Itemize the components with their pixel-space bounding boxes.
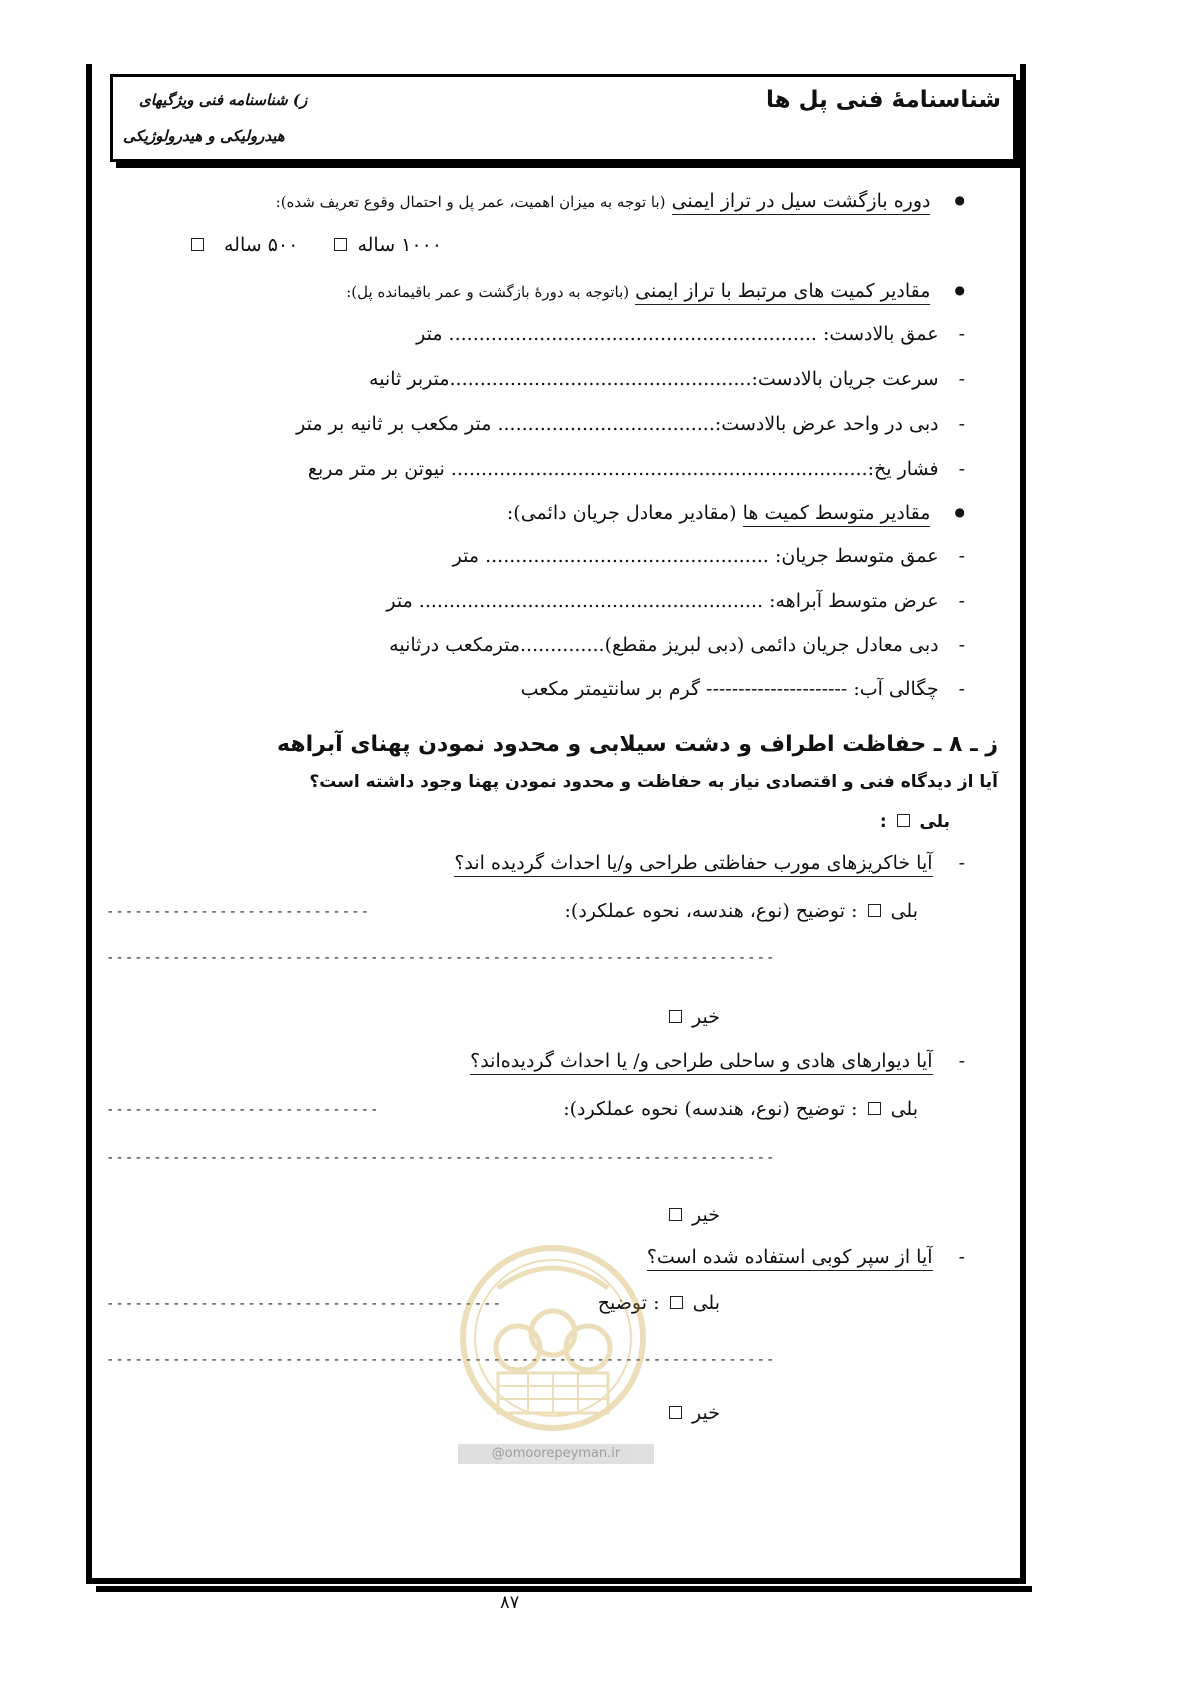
average-quantities-line [507, 502, 965, 524]
question-2-answer-dashes-2: ----------------------------------------------------------------------- [106, 1150, 776, 1166]
question-1-no-checkbox[interactable] [669, 1010, 682, 1023]
header-title: شناسنامهٔ فنی پل ها [766, 87, 1001, 113]
question-1-no-label: خیر [692, 1006, 720, 1028]
section-heading: ز ـ ۸ ـ حفاظت اطراف و دشت سیلابی و محدود نمودن پهنای آبراهه [277, 732, 998, 757]
question-2-no-label: خیر [692, 1204, 720, 1226]
question-1-explain: : توضیح (نوع، هندسه، نحوه عملکرد): [564, 900, 858, 922]
safety-quantities-note: (باتوجه به دورهٔ بازگشت و عمر باقیمانده پل): [346, 283, 630, 301]
question-2-no-line [665, 1204, 720, 1226]
page-number: ۸۷ [500, 1592, 520, 1613]
upstream-velocity-line: - سرعت جریان بالادست:..................................................متربر ثانیه [369, 368, 965, 390]
option-500-checkbox[interactable] [191, 238, 204, 251]
question-1-yes-line [565, 900, 919, 922]
question-3-yes-checkbox[interactable] [670, 1296, 683, 1309]
question-1-answer-dashes-2: ----------------------------------------------------------------------- [106, 950, 776, 966]
question-3-explain: : توضیح [597, 1292, 660, 1314]
question-3-no-checkbox[interactable] [669, 1406, 682, 1419]
option-1000-checkbox[interactable] [334, 238, 347, 251]
avg-width-line: - عرض متوسط آبراهه: ......................................................... متر [386, 590, 965, 612]
question-3-answer-dashes-2: ----------------------------------------------------------------------- [106, 1352, 776, 1368]
average-quantities-note: (مقادیر معادل جریان دائمی): [506, 502, 737, 524]
safety-quantities-line [346, 280, 965, 302]
question-2-text: آیا دیوارهای هادی و ساحلی طراحی و/ یا احداث گردیده‌اند؟ [470, 1050, 932, 1075]
flood-return-note: (با توجه به میزان اهمیت، عمر پل و احتمال وقوع تعریف شده): [275, 193, 666, 211]
safety-quantities-label: مقادیر کمیت های مرتبط با تراز ایمنی [635, 280, 930, 305]
equiv-discharge-line: - دبی معادل جریان دائمی (دبی لبریز مقطع)..............مترمکعب درثانیه [389, 634, 965, 656]
question-3-line [647, 1246, 965, 1268]
upstream-depth-line: - عمق بالادست: ............................................................. متر [416, 323, 965, 345]
avg-depth-line: - عمق متوسط جریان: ............................................... متر [453, 545, 965, 567]
section-yes-checkbox[interactable] [897, 814, 910, 827]
header-subtitle-line1: ز) شناسنامه فنی ویژگیهای [139, 91, 308, 109]
section-yes-suffix: : [879, 812, 887, 832]
header-subtitle-line2: هیدرولیکی و هیدرولوژیکی [123, 127, 285, 145]
watermark-text: @omoorepeyman.ir [458, 1444, 654, 1464]
question-2-no-checkbox[interactable] [669, 1208, 682, 1221]
question-1-answer-dashes-1: ---------------------------- [106, 904, 371, 920]
question-1-no-line [665, 1006, 720, 1028]
section-yes-label: بلی [919, 812, 950, 832]
flood-return-label: دوره بازگشت سیل در تراز ایمنی [672, 190, 931, 215]
question-3-text: آیا از سپر کوبی استفاده شده است؟ [647, 1246, 933, 1271]
water-density-line: - چگالی آب: ---------------------- گرم بر سانتیمتر مکعب [521, 678, 965, 700]
question-1-text: آیا خاکریزهای مورب حفاظتی طراحی و/یا احداث گردیده اند؟ [454, 852, 932, 877]
question-2-yes-checkbox[interactable] [868, 1102, 881, 1115]
question-3-no-line [665, 1402, 720, 1424]
question-1-yes-checkbox[interactable] [868, 904, 881, 917]
question-2-answer-dashes-1: ----------------------------- [106, 1102, 380, 1118]
question-2-line [470, 1050, 965, 1072]
question-2-yes-label: بلی [890, 1098, 918, 1120]
average-quantities-label: مقادیر متوسط کمیت ها [743, 502, 931, 527]
question-3-yes-label: بلی [692, 1292, 720, 1314]
question-2-yes-line [563, 1098, 918, 1120]
option-500-label: ۵۰۰ ساله [223, 234, 299, 256]
question-3-answer-dashes-1: ------------------------------------------ [106, 1296, 503, 1312]
flood-return-line [276, 190, 965, 212]
watermark-logo-icon [458, 1238, 648, 1438]
question-1-line [454, 852, 965, 874]
flood-return-options [187, 234, 442, 256]
question-1-yes-label: بلی [890, 900, 918, 922]
header-box [110, 74, 1016, 162]
ice-pressure-line: - فشار یخ:..................................................................... نیوتن بر متر مربع [308, 458, 965, 480]
section-question: آیا از دیدگاه فنی و اقتصادی نیاز به حفاظت و محدود نمودن پهنا وجود داشته است؟ [309, 772, 998, 792]
option-1000-label: ۱۰۰۰ ساله [357, 234, 442, 256]
question-2-explain: : توضیح (نوع، هندسه) نحوه عملکرد): [563, 1098, 858, 1120]
question-3-no-label: خیر [692, 1402, 720, 1424]
unit-discharge-line: - دبی در واحد عرض بالادست:.................................... متر مکعب بر ثانیه بر متر [296, 413, 965, 435]
section-yes-line [880, 812, 950, 832]
